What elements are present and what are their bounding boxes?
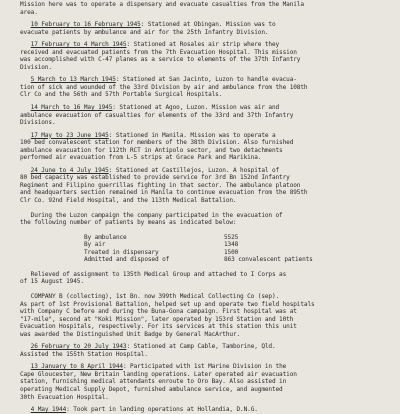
text-line [20, 308, 378, 316]
indent [20, 76, 31, 83]
station-entry [20, 167, 378, 205]
text-line [20, 112, 378, 120]
text-line [20, 154, 378, 162]
tally-label: By ambulance [84, 233, 127, 241]
entry-text: ambulance evacuation of casualties for elements of the 33rd and 37th Infantry [20, 111, 294, 119]
evacuation-tally [84, 234, 378, 264]
indent [20, 132, 31, 139]
entry-text: Divisions. [20, 119, 56, 127]
text-line [20, 406, 378, 414]
entry-text: : Stationed at Camp Cable, Tamborine, Qld. [126, 343, 276, 351]
indent [20, 104, 31, 111]
station-entry [20, 104, 378, 127]
entry-text: Clr Co and the 56th and 57th Portable Surgical Hospitals. [20, 91, 223, 99]
tally-value: 863 convalescent patients [224, 256, 313, 264]
text-line [20, 301, 378, 309]
text-line [20, 64, 378, 72]
text-line [20, 351, 378, 359]
entry-text: : Stationed at Obingan. Mission was to [140, 21, 276, 29]
tally-value: 1348 [224, 241, 239, 249]
text-line [20, 378, 378, 386]
entry-text: Division. [20, 63, 52, 71]
tally-label: By air [84, 241, 106, 249]
text-line [20, 174, 378, 182]
entry-text: was awarded the Distinguished Unit Badge by General MacArthur. [20, 330, 241, 338]
text-line [20, 139, 378, 147]
entry-text: : Stationed in Manila. Mission was to operate a [108, 131, 276, 139]
text-line [20, 197, 378, 205]
company-b-paragraph [20, 293, 378, 338]
text-line [20, 386, 378, 394]
indent [20, 21, 31, 28]
entry-text: : Stationed at San Jacinto, Luzon to handle evacua- [115, 76, 297, 84]
text-line [20, 49, 378, 57]
entry-text: : Participated with 1st Marine Division in the [122, 363, 287, 371]
tally-value: 5525 [224, 233, 239, 241]
indent [20, 41, 31, 48]
entry-text: : Took part in landing operations at Hollandia, D.N.G. [66, 406, 258, 414]
entry-text: Cape Gloucester, New Britain landing operations. Later operated air evacuation [20, 370, 297, 378]
tally-row [84, 241, 378, 249]
text-line [20, 119, 378, 127]
campaign-paragraph [20, 212, 378, 227]
text-line [20, 343, 378, 351]
entry-text: received and evacuated patients from the 7th Evacuation Hospital. This mission [20, 48, 297, 56]
entry-text: : Stationed at Castillejos, Luzon. A hospital of [108, 166, 280, 174]
text-line [20, 91, 378, 99]
text-line [20, 56, 378, 64]
station-entry [20, 363, 378, 401]
text-line [20, 132, 378, 140]
entry-text: : Stationed at Agoo, Luzon. Mission was air and [112, 104, 280, 112]
indent [20, 167, 31, 174]
text-line [20, 29, 378, 37]
text-line: of 15 August 1945. [20, 278, 84, 286]
entry-date-range: 26 February to 20 July 1943 [30, 343, 127, 351]
entry-text: performed air evacuation from L-5 strips at Grace Park and Marikina. [20, 154, 262, 162]
entry-date-range: 24 June to 4 July 1945 [30, 166, 109, 174]
indent [20, 293, 31, 300]
text-line [20, 182, 378, 190]
text-line: area. [20, 8, 38, 16]
entry-date-range: 13 January to 8 April 1944 [30, 363, 123, 371]
text-line: Mission here was to operate a dispensary and evacuate casualties from the Manila [20, 1, 304, 8]
entry-text: was accomplished with C-47 planes as a service to elements of the 37th Infantry [20, 56, 301, 64]
entry-text: ambulance evacuation for 112th RCT in Antipolo sector, and two detachments [20, 146, 283, 154]
text-line [20, 363, 378, 371]
entry-text: Evacuation Hospitals, respectively. For its services at this station this unit [20, 323, 297, 331]
tally-row [84, 249, 378, 257]
text-line [20, 371, 378, 379]
entry-text: 80 bed capacity was established to provide service for 3rd Bn 152nd Infantry [20, 174, 290, 182]
station-entry [20, 132, 378, 162]
tally-row [84, 234, 378, 242]
text-line [20, 316, 378, 324]
entry-date-range: 17 February to 4 March 1945 [30, 41, 127, 49]
text-line [20, 331, 378, 339]
relieved-paragraph [20, 271, 378, 286]
entry-date-range: 14 March to 16 May 1945 [30, 104, 113, 112]
text-line [20, 21, 378, 29]
station-entries-group-1 [20, 16, 378, 204]
entry-text: Clr Co. 92nd Field Hospital, and the 113th Medical Battalion. [20, 197, 237, 205]
indent [20, 363, 31, 370]
tally-value: 1500 [224, 248, 239, 256]
entry-date-range: 4 May 1944 [30, 406, 67, 414]
station-entry [20, 343, 378, 358]
entry-text: As part of 1st Provisional Battalion, helped set up and operate two field hospitals [20, 300, 315, 308]
text-line [20, 104, 378, 112]
entry-text: evacuate patients by ambulance and air for the 25th Infantry Division. [20, 28, 269, 36]
station-entries-group-2 [20, 338, 378, 413]
entry-text: : Stationed at Rosales air strip where they [126, 41, 280, 49]
entry-text: Assisted the 155th Station Hospital. [20, 350, 148, 358]
text-line [20, 189, 378, 197]
text-line: Relieved of assignment to 135th Medical Group and attached to I Corps as [20, 270, 287, 278]
entry-text: "17-mile", second at "Koki Mission", later operated by 153rd Station and 10th [20, 315, 294, 323]
entry-text: tion of sick and wounded of the 33rd Division by air and ambulance from the 108th [20, 83, 308, 91]
indent [20, 406, 31, 413]
text-line [20, 76, 378, 84]
entry-text: operating Medical Supply Depot, furnished ambulance service, and augmented [20, 385, 283, 393]
text-line: During the Luzon campaign the company participated in the evacuation of [20, 211, 283, 219]
tally-row [84, 256, 378, 264]
station-entry [20, 406, 378, 414]
tally-label: Admitted and disposed of [84, 256, 170, 264]
entry-text: COMPANY B (collecting), 1st Bn. now 399th Medical Collecting Co (sep). [30, 292, 280, 300]
text-line [20, 84, 378, 92]
entry-text: 100 bed convalescent station for members of the 38th Division. Also furnished [20, 139, 294, 147]
text-line [20, 293, 378, 301]
entry-text: and headquarters section remained in Manila to continue evacuation from the 895th [20, 189, 308, 197]
entry-date-range: 5 March to 13 March 1945 [30, 76, 116, 84]
entry-text: 30th Evacuation Hospital. [20, 393, 109, 401]
text-line [20, 41, 378, 49]
station-entry [20, 21, 378, 36]
station-entry [20, 41, 378, 71]
text-line [20, 147, 378, 155]
text-line [20, 323, 378, 331]
station-entry [20, 76, 378, 99]
entry-text: with Company C before and during the Buna-Gona campaign. First hospital was at [20, 308, 297, 316]
intro-text [20, 1, 378, 16]
entry-text: station, furnishing medical attendants enroute to Oro Bay. Also assisted in [20, 378, 287, 386]
text-line [20, 167, 378, 175]
entry-date-range: 17 May to 23 June 1945 [30, 131, 109, 139]
text-line: the following number of patients by means as indicated below: [20, 219, 237, 227]
indent [20, 343, 31, 350]
tally-label: Treated in dispensary [84, 248, 159, 256]
entry-date-range: 10 February to 16 February 1945 [30, 21, 141, 29]
entry-text: Regiment and Filipino guerrillas fighting in that sector. The ambulance platoon [20, 181, 301, 189]
